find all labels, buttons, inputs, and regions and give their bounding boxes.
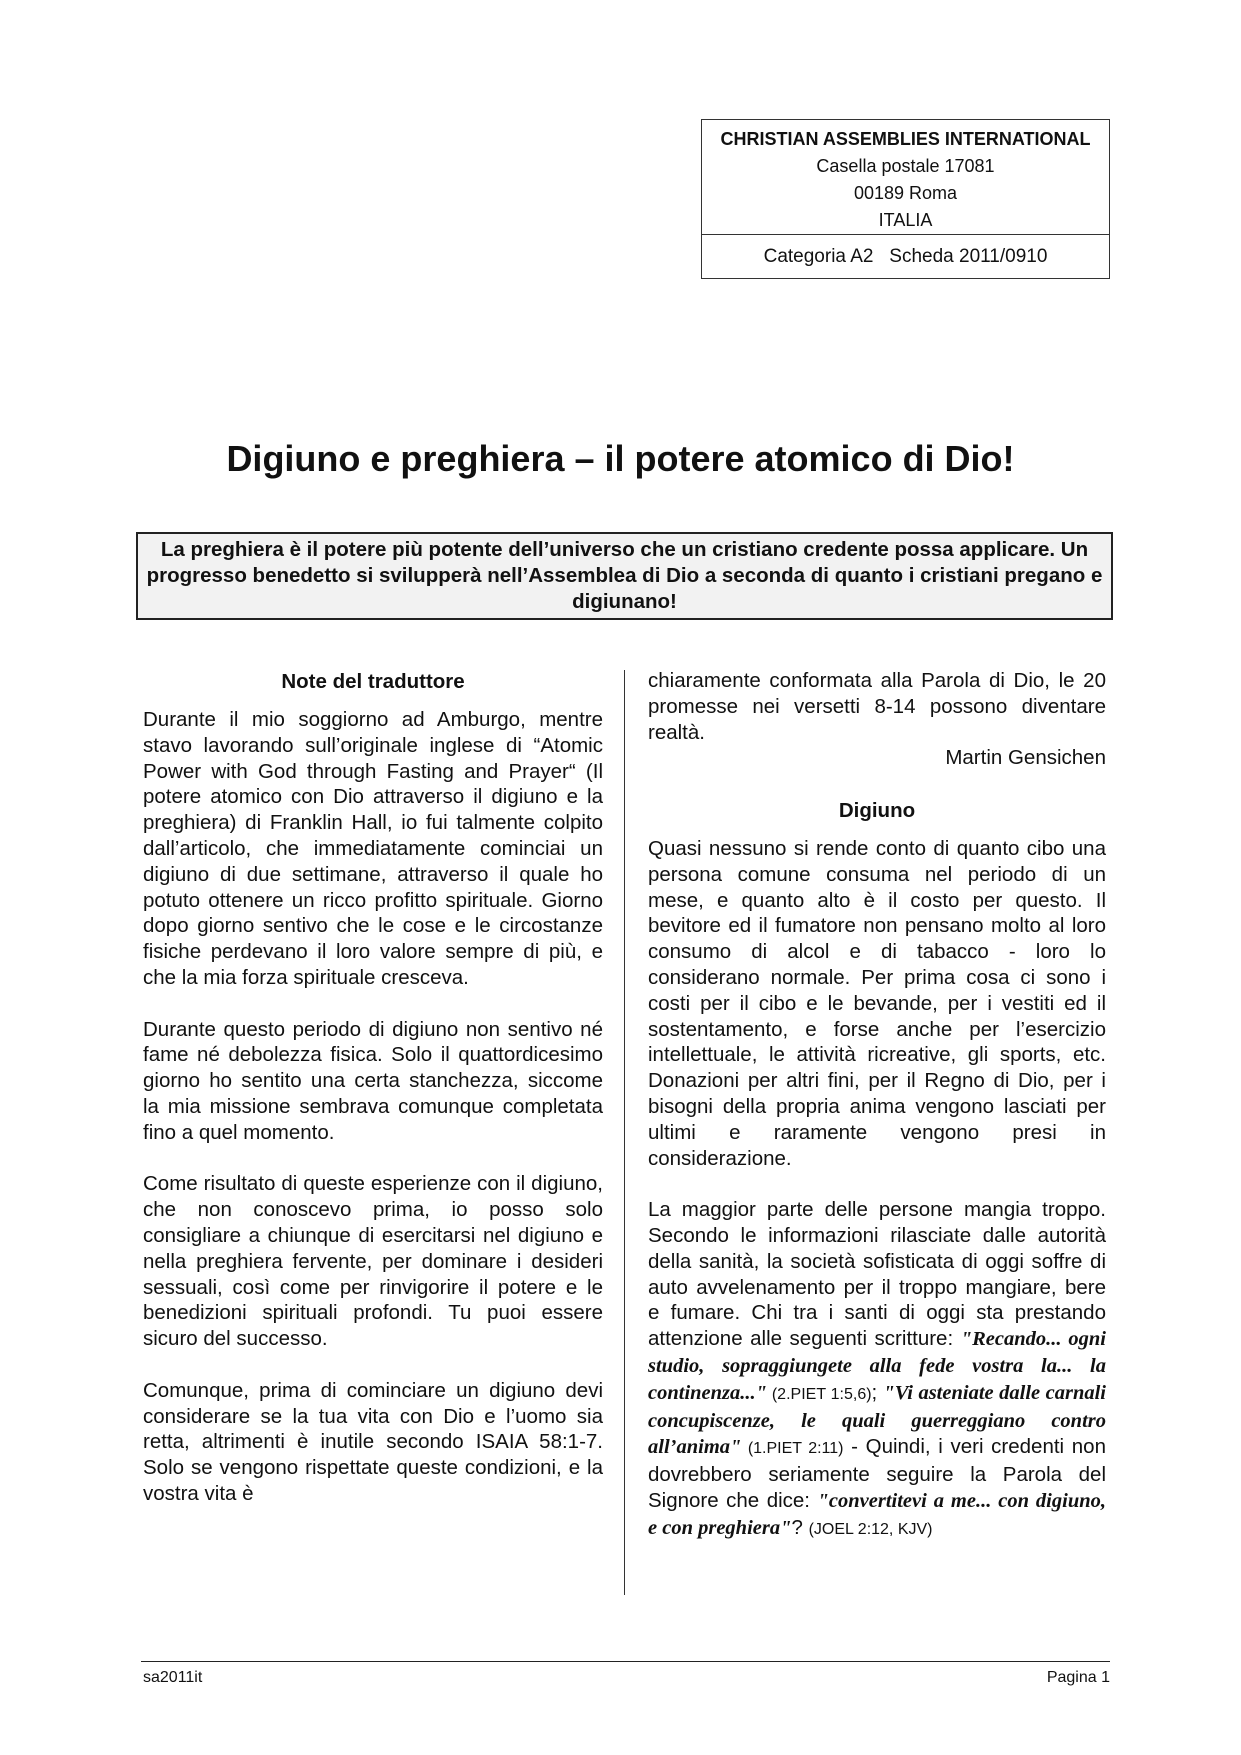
continued-paragraph: chiaramente conformata alla Parola di Dio, le 20 promesse nei versetti 8-14 possono diventare realtà. — [648, 669, 1106, 744]
organization-name: CHRISTIAN ASSEMBLIES INTERNATIONAL — [720, 129, 1091, 149]
separator: ; — [871, 1380, 884, 1404]
scripture-quote: "Recando... ogni studio, sopraggiungete alla fede vostra la... la continenza..." — [648, 1328, 1107, 1404]
address-block — [702, 120, 1109, 235]
scripture-quote: "convertitevi a me... con digiuno, e con preghiera" — [648, 1489, 1106, 1539]
po-box: Casella postale 17081 — [816, 156, 995, 176]
category-line: Categoria A2 Scheda 2011/0910 — [763, 246, 1048, 267]
paragraph-text: - Quindi, i veri credenti non dovrebbero seriamente seguire la Parola del Signore che dice: — [648, 1435, 1106, 1512]
translator-notes-heading: Note del traduttore — [281, 670, 465, 693]
fasting-heading: Digiuno — [838, 798, 916, 822]
signature: Martin Gensichen — [945, 746, 1106, 770]
paragraph: Come risultato di queste esperienze con il digiuno, che non conoscevo prima, io posso solo consigliare a chiunque di esercitarsi nel digiuno e nella preghiera fervente, per dominare i desideri sessuali, così come per rinvigorire il potere e le benedizioni spirituali profondi. Tu puoi essere sicuro del successo. — [143, 1172, 603, 1351]
address-box — [701, 119, 1110, 279]
city: 00189 Roma — [853, 183, 958, 203]
document-id: sa2011it — [143, 1669, 203, 1686]
paragraph: Durante il mio soggiorno ad Amburgo, mentre stavo lavorando sull’originale inglese di “Atomic Power with God through Fasting and Prayer“ (Il potere atomico con Dio attraverso il digiuno e la preghiera) di Franklin Hall, io fui talmente colpito dall’articolo, che immediatamente cominciai un digiuno di due settimane, attraverso il quale ho potuto ottenere un ricco profitto spirituale. Giorno dopo giorno sentivo che le cose e le circostanze fisiche perdevano il loro valore sempre di più, e che la mia forza spirituale cresceva. — [143, 708, 603, 989]
page-number: Pagina 1 — [1046, 1669, 1110, 1686]
scripture-paragraph — [648, 1197, 1106, 1542]
paragraph-text: La maggior parte delle persone mangia troppo. Secondo le informazioni rilasciate dalle autorità della sanità, la società sofisticata di oggi soffre di auto avvelenamento per il troppo mangiare, bere e fumare. Chi tra i santi di oggi sta prestando attenzione alle seguenti scritture: — [648, 1198, 1106, 1351]
country: ITALIA — [878, 210, 933, 230]
paragraph: Quasi nessuno si rende conto di quanto cibo una persona comune consuma nel periodo di un mese, e quanto alto è il costo per questo. Il bevitore ed il fumatore non pensano molto al loro consumo di alcol e di tabacco - loro lo considerano normale. Per prima cosa ci sono i costi per il cibo e le bevande, per i vestiti ed il sostentamento, e forse anche per l’esercizio intellettuale, le attività ricreative, gli sports, etc. Donazioni per altri fini, per il Regno di Dio, per i bisogni della propria anima vengono lasciati per ultimi e raramente vengono presi in considerazione. — [648, 836, 1106, 1170]
page-title: Digiuno e preghiera – il potere atomico di Dio! — [226, 438, 1015, 479]
left-column — [143, 668, 603, 1507]
column-divider — [624, 670, 625, 1595]
scripture-reference: (2.PIET 1:5,6) — [767, 1385, 872, 1403]
right-column — [648, 668, 1106, 1543]
abstract-box: La preghiera è il potere più potente dell’universo che un cristiano credente possa applicare. Un progresso benedetto si svilupperà nell’Assemblea di Dio a seconda di quanto i cristiani pregano e digiunano! — [136, 532, 1113, 620]
scripture-reference: (JOEL 2:12, KJV) — [808, 1520, 933, 1538]
scripture-quote: "Vi asteniate dalle carnali concupiscenze, le quali guerreggiano contro all’anima" — [648, 1381, 1106, 1459]
footer-rule — [141, 1661, 1110, 1662]
question-mark: ? — [791, 1515, 809, 1539]
scripture-reference: (1.PIET 2:11) — [741, 1440, 844, 1458]
paragraph: Comunque, prima di cominciare un digiuno devi considerare se la tua vita con Dio e l’uomo sia retta, altrimenti è inutile secondo ISAIA 58:1-7. Solo se vengono rispettate queste condizioni, e la vostra vita è — [143, 1378, 603, 1505]
paragraph: Durante questo periodo di digiuno non sentivo né fame né debolezza fisica. Solo il quattordicesimo giorno ho sentito una certa stanchezza, siccome la mia missione sembrava comunque completata fino a quel momento. — [143, 1017, 603, 1144]
